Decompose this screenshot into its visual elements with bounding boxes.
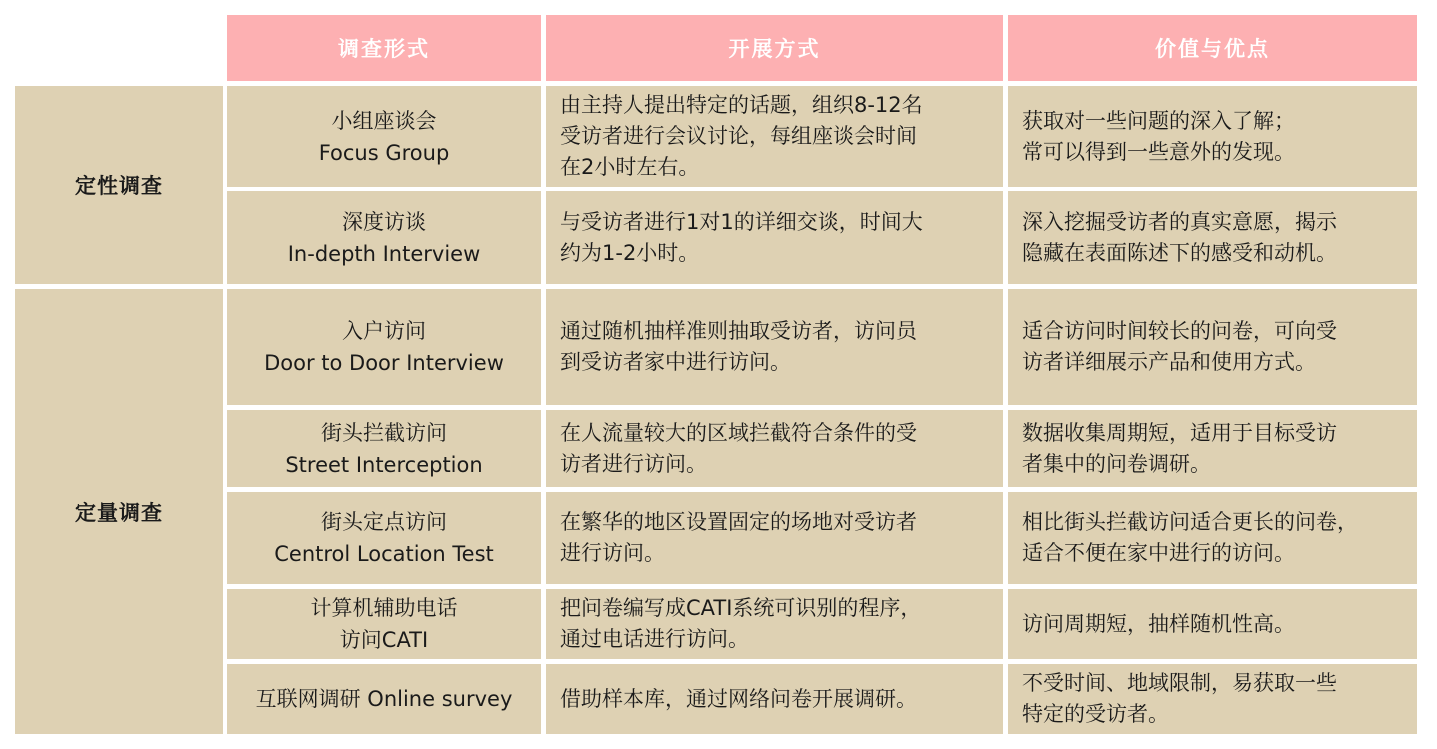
survey-type [227,410,541,487]
survey-type [227,664,541,734]
value-line: 访问周期短，抽样随机性高。 [1022,611,1295,636]
survey-type-en: Focus Group [318,140,450,165]
method-line: 借助样本库，通过网络问卷开展调研。 [560,686,917,711]
survey-type-cn: 深度访谈 [342,209,426,234]
method-line: 由主持人提出特定的话题，组织8-12名 [560,93,923,117]
value-line: 获取对一些问题的深入了解； [1022,108,1295,133]
value-line: 适合不便在家中进行的访问。 [1022,541,1295,565]
survey-type-cn: 小组座谈会 [331,108,437,133]
method-line: 访者进行访问。 [560,451,707,476]
method-line: 通过随机抽样准则抽取受访者，访问员 [560,319,917,343]
survey-method [546,410,1003,487]
survey-type [227,86,541,187]
survey-method [546,664,1003,734]
survey-type-en: 访问CATI [339,628,429,652]
survey-type-en: Door to Door Interview [264,351,504,375]
survey-method [546,589,1003,659]
method-line: 在繁华的地区设置固定的场地对受访者 [560,510,917,534]
survey-method [546,289,1003,405]
survey-method [546,492,1003,584]
survey-type-cn: 街头拦截访问 [321,420,447,445]
survey-value [1008,191,1417,284]
survey-value [1008,492,1417,584]
header-value: 价值与优点 [1008,15,1417,81]
value-line: 不受时间、地域限制，易获取一些 [1022,671,1337,695]
value-line: 常可以得到一些意外的发现。 [1022,139,1295,164]
method-line: 通过电话进行访问。 [560,627,749,651]
method-line: 受访者进行会议讨论，每组座谈会时间 [560,124,917,148]
survey-type [227,289,541,405]
survey-value [1008,289,1417,405]
method-line: 在2小时左右。 [560,155,700,179]
category-qualitative: 定性调查 [15,86,223,284]
survey-type-en: In-depth Interview [287,241,481,266]
survey-type-cn: 入户访问 [342,319,426,343]
survey-type-en: Centrol Location Test [274,542,494,566]
survey-type-en: Street Interception [285,452,483,477]
value-line: 者集中的问卷调研。 [1022,451,1211,476]
survey-value [1008,86,1417,187]
survey-value [1008,664,1417,734]
survey-type-cn: 互联网调研 Online survey [255,687,513,711]
value-line: 隐藏在表面陈述下的感受和动机。 [1022,240,1337,265]
value-line: 适合访问时间较长的问卷，可向受 [1022,319,1337,343]
value-line: 数据收集周期短，适用于目标受访 [1022,420,1337,445]
survey-type [227,492,541,584]
value-line: 深入挖掘受访者的真实意愿，揭示 [1022,209,1337,234]
survey-type-cn: 计算机辅助电话 [310,596,458,620]
survey-type-cn: 街头定点访问 [321,510,447,534]
value-line: 相比街头拦截访问适合更长的问卷， [1022,510,1358,534]
category-quantitative: 定量调查 [15,289,223,734]
method-line: 进行访问。 [560,541,665,565]
survey-type [227,589,541,659]
method-line: 与受访者进行1对1的详细交谈，时间大 [560,209,923,234]
survey-value [1008,589,1417,659]
value-line: 访者详细展示产品和使用方式。 [1022,350,1316,374]
method-line: 在人流量较大的区域拦截符合条件的受 [560,420,917,445]
survey-type [227,191,541,284]
survey-method [546,86,1003,187]
survey-value [1008,410,1417,487]
header-type: 调查形式 [227,15,541,81]
survey-method [546,191,1003,284]
method-line: 把问卷编写成CATI系统可识别的程序， [560,596,922,620]
header-method: 开展方式 [546,15,1003,81]
method-line: 约为1-2小时。 [560,240,700,265]
method-line: 到受访者家中进行访问。 [560,350,791,374]
value-line: 特定的受访者。 [1022,702,1169,726]
